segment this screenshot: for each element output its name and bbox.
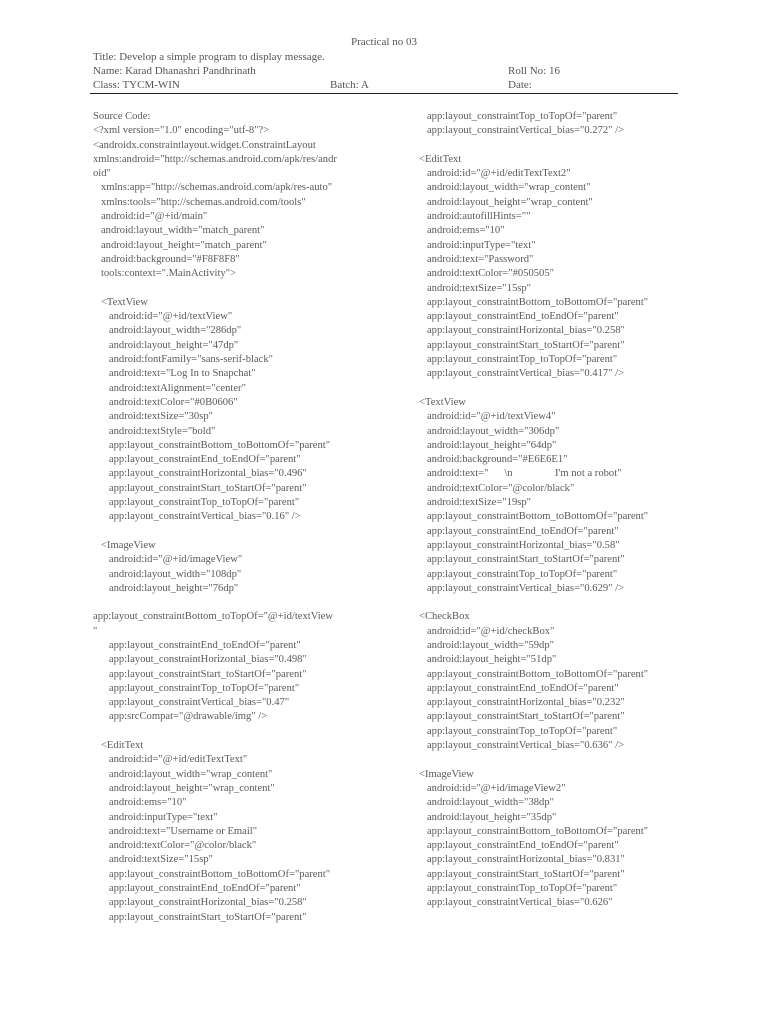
code-line — [93, 596, 383, 610]
code-line: android:layout_width="306dp" — [419, 425, 560, 437]
code-line: app:layout_constraintVertical_bias="0.417" /> — [419, 368, 625, 380]
code-line: android:layout_width="59dp" — [419, 639, 554, 651]
code-line — [93, 725, 383, 739]
code-line: xmlns:android="http://schemas.android.com/apk/res/andr — [93, 153, 337, 165]
code-line: android:layout_width="108dp" — [93, 568, 242, 580]
code-line: app:layout_constraintEnd_toEndOf="parent" — [419, 311, 619, 323]
code-line: android:ems="10" — [93, 797, 187, 809]
date-label: Date: — [508, 79, 532, 91]
code-line: android:id="@+id/textView4" — [419, 411, 556, 423]
roll-number: Roll No: 16 — [508, 65, 560, 77]
code-line: app:layout_constraintTop_toTopOf="parent" — [419, 568, 618, 580]
code-line: android:layout_width="286dp" — [93, 325, 242, 337]
code-line — [93, 282, 383, 296]
code-line: android:id="@+id/main" — [93, 211, 208, 223]
batch-label: Batch: A — [330, 79, 369, 91]
code-line: app:layout_constraintHorizontal_bias="0.831" — [419, 854, 625, 866]
source-code-left-column — [93, 110, 383, 925]
code-line: app:layout_constraintBottom_toBottomOf="parent" — [419, 668, 649, 680]
code-line: app:layout_constraintTop_toTopOf="parent" — [419, 111, 618, 122]
class-label: Class: TYCM-WIN — [93, 79, 180, 91]
code-line: android:textColor="@color/black" — [419, 482, 575, 494]
code-line: android:layout_height="47dp" — [93, 339, 239, 351]
code-line: app:layout_constraintStart_toStartOf="parent" — [419, 711, 625, 723]
practical-number: Practical no 03 — [351, 36, 417, 48]
code-line: <ImageView — [93, 539, 156, 551]
code-line: tools:context=".MainActivity"> — [93, 268, 237, 280]
code-line: android:text="Password" — [419, 253, 534, 265]
code-line: android:textColor="#050505" — [419, 268, 554, 280]
code-line: android:text="Username or Email" — [93, 825, 258, 837]
code-line: app:layout_constraintBottom_toBottomOf="parent" — [419, 296, 649, 308]
code-line: app:layout_constraintStart_toStartOf="parent" — [93, 482, 307, 494]
code-line: app:layout_constraintEnd_toEndOf="parent" — [93, 883, 301, 895]
code-line: android:id="@+id/editTextText2" — [419, 168, 571, 180]
code-line: app:layout_constraintTop_toTopOf="parent" — [93, 497, 300, 509]
code-line: app:layout_constraintVertical_bias="0.629" /> — [419, 582, 625, 594]
code-line: android:layout_height="wrap_content" — [419, 196, 593, 208]
code-line: android:layout_height="wrap_content" — [93, 782, 275, 794]
code-line: app:layout_constraintStart_toStartOf="parent" — [419, 554, 625, 566]
code-line: app:layout_constraintHorizontal_bias="0.258" — [419, 325, 625, 337]
code-line: android:inputType="text" — [93, 811, 218, 823]
code-line: android:layout_width="wrap_content" — [419, 182, 591, 194]
code-line: android:textColor="#0B0606" — [93, 396, 238, 408]
code-line: android:background="#F8F8F8" — [93, 253, 240, 265]
code-line: app:layout_constraintStart_toStartOf="parent" — [93, 668, 307, 680]
code-line: app:layout_constraintHorizontal_bias="0.58" — [419, 539, 620, 551]
student-name: Name: Karad Dhanashri Pandhrinath — [93, 65, 256, 77]
code-line: app:layout_constraintEnd_toEndOf="parent" — [93, 454, 301, 466]
code-line: app:layout_constraintEnd_toEndOf="parent" — [419, 525, 619, 537]
code-line: <EditText — [419, 153, 462, 165]
code-line: android:layout_width="38dp" — [419, 797, 554, 809]
code-line: app:layout_constraintBottom_toBottomOf="parent" — [93, 868, 331, 880]
code-line: android:layout_height="match_parent" — [93, 239, 267, 251]
code-line: " — [93, 625, 98, 637]
code-line: app:layout_constraintHorizontal_bias="0.258" — [93, 897, 307, 909]
code-line: android:id="@+id/checkBox" — [419, 625, 555, 637]
code-line: <TextView — [419, 396, 466, 408]
code-line: app:layout_constraintEnd_toEndOf="parent" — [419, 840, 619, 852]
code-line: android:layout_width="match_parent" — [93, 225, 265, 237]
code-line: app:layout_constraintBottom_toBottomOf="parent" — [93, 439, 331, 451]
code-line — [419, 382, 689, 396]
code-line: android:layout_height="76dp" — [93, 582, 239, 594]
code-line: android:id="@+id/textView" — [93, 311, 233, 323]
code-line — [419, 753, 689, 767]
code-line: app:layout_constraintHorizontal_bias="0.498" — [93, 654, 307, 666]
code-line: <CheckBox — [419, 611, 470, 623]
source-code-right-column — [419, 110, 689, 911]
code-line: android:text="Log In to Snapchat" — [93, 368, 256, 380]
code-line: android:background="#E6E6E1" — [419, 454, 568, 466]
code-line: app:layout_constraintBottom_toTopOf="@+id/textView — [93, 611, 334, 623]
code-line: app:layout_constraintTop_toTopOf="parent" — [419, 354, 618, 366]
code-line: android:fontFamily="sans-serif-black" — [93, 354, 273, 366]
code-line: app:layout_constraintTop_toTopOf="parent" — [419, 883, 618, 895]
code-line: android:inputType="text" — [419, 239, 536, 251]
code-line: app:layout_constraintStart_toStartOf="parent" — [419, 868, 625, 880]
code-line: app:layout_constraintTop_toTopOf="parent" — [93, 682, 300, 694]
code-line: <EditText — [93, 740, 144, 752]
code-line: app:layout_constraintVertical_bias="0.636" /> — [419, 740, 625, 752]
code-line: app:layout_constraintHorizontal_bias="0.232" — [419, 697, 625, 709]
code-line: android:textSize="19sp" — [419, 497, 532, 509]
header-divider — [90, 93, 678, 94]
code-line: app:layout_constraintStart_toStartOf="parent" — [93, 911, 307, 923]
code-line: android:text=" \n I'm not a robot" — [419, 468, 622, 480]
code-line: app:layout_constraintEnd_toEndOf="parent" — [419, 682, 619, 694]
code-line: app:layout_constraintHorizontal_bias="0.496" — [93, 468, 307, 480]
code-line — [419, 139, 689, 153]
code-line: android:layout_height="51dp" — [419, 654, 557, 666]
code-line: android:ems="10" — [419, 225, 505, 237]
code-line: android:id="@+id/imageView2" — [419, 782, 566, 794]
code-line: android:autofillHints="" — [419, 211, 531, 223]
code-line: app:layout_constraintTop_toTopOf="parent" — [419, 725, 618, 737]
code-line: <androidx.constraintlayout.widget.ConstraintLayout — [93, 139, 316, 151]
code-line: app:layout_constraintStart_toStartOf="parent" — [419, 339, 625, 351]
code-line: app:layout_constraintBottom_toBottomOf="parent" — [419, 825, 649, 837]
code-line: app:layout_constraintBottom_toBottomOf="parent" — [419, 511, 649, 523]
code-line: xmlns:app="http://schemas.android.com/apk/res-auto" — [93, 182, 333, 194]
code-line: app:layout_constraintEnd_toEndOf="parent" — [93, 639, 301, 651]
code-line: app:layout_constraintVertical_bias="0.16" /> — [93, 511, 301, 523]
code-line: app:layout_constraintVertical_bias="0.272" /> — [419, 125, 625, 137]
code-line: android:textStyle="bold" — [93, 425, 216, 437]
code-line: android:textColor="@color/black" — [93, 840, 257, 852]
code-line: xmlns:tools="http://schemas.android.com/tools" — [93, 196, 306, 208]
code-line: android:textSize="15sp" — [93, 854, 213, 866]
code-line: <ImageView — [419, 768, 474, 780]
code-line: app:layout_constraintVertical_bias="0.47" — [93, 697, 290, 709]
code-line: <TextView — [93, 296, 148, 308]
code-line: app:layout_constraintVertical_bias="0.626" — [419, 897, 613, 909]
code-line: android:id="@+id/editTextText" — [93, 754, 248, 766]
document-title: Title: Develop a simple program to display message. — [93, 51, 325, 63]
code-line — [419, 596, 689, 610]
code-line: Source Code: — [93, 111, 151, 122]
code-line: android:textSize="15sp" — [419, 282, 532, 294]
code-line: android:textAlignment="center" — [93, 382, 246, 394]
code-line: android:textSize="30sp" — [93, 411, 213, 423]
code-line: android:id="@+id/imageView" — [93, 554, 243, 566]
code-line: android:layout_height="35dp" — [419, 811, 557, 823]
code-line: <?xml version="1.0" encoding="utf-8"?> — [93, 125, 270, 137]
code-line: app:srcCompat="@drawable/img" /> — [93, 711, 268, 723]
code-line: oid" — [93, 168, 111, 180]
code-line: android:layout_height="64dp" — [419, 439, 557, 451]
code-line: android:layout_width="wrap_content" — [93, 768, 273, 780]
code-line — [93, 525, 383, 539]
